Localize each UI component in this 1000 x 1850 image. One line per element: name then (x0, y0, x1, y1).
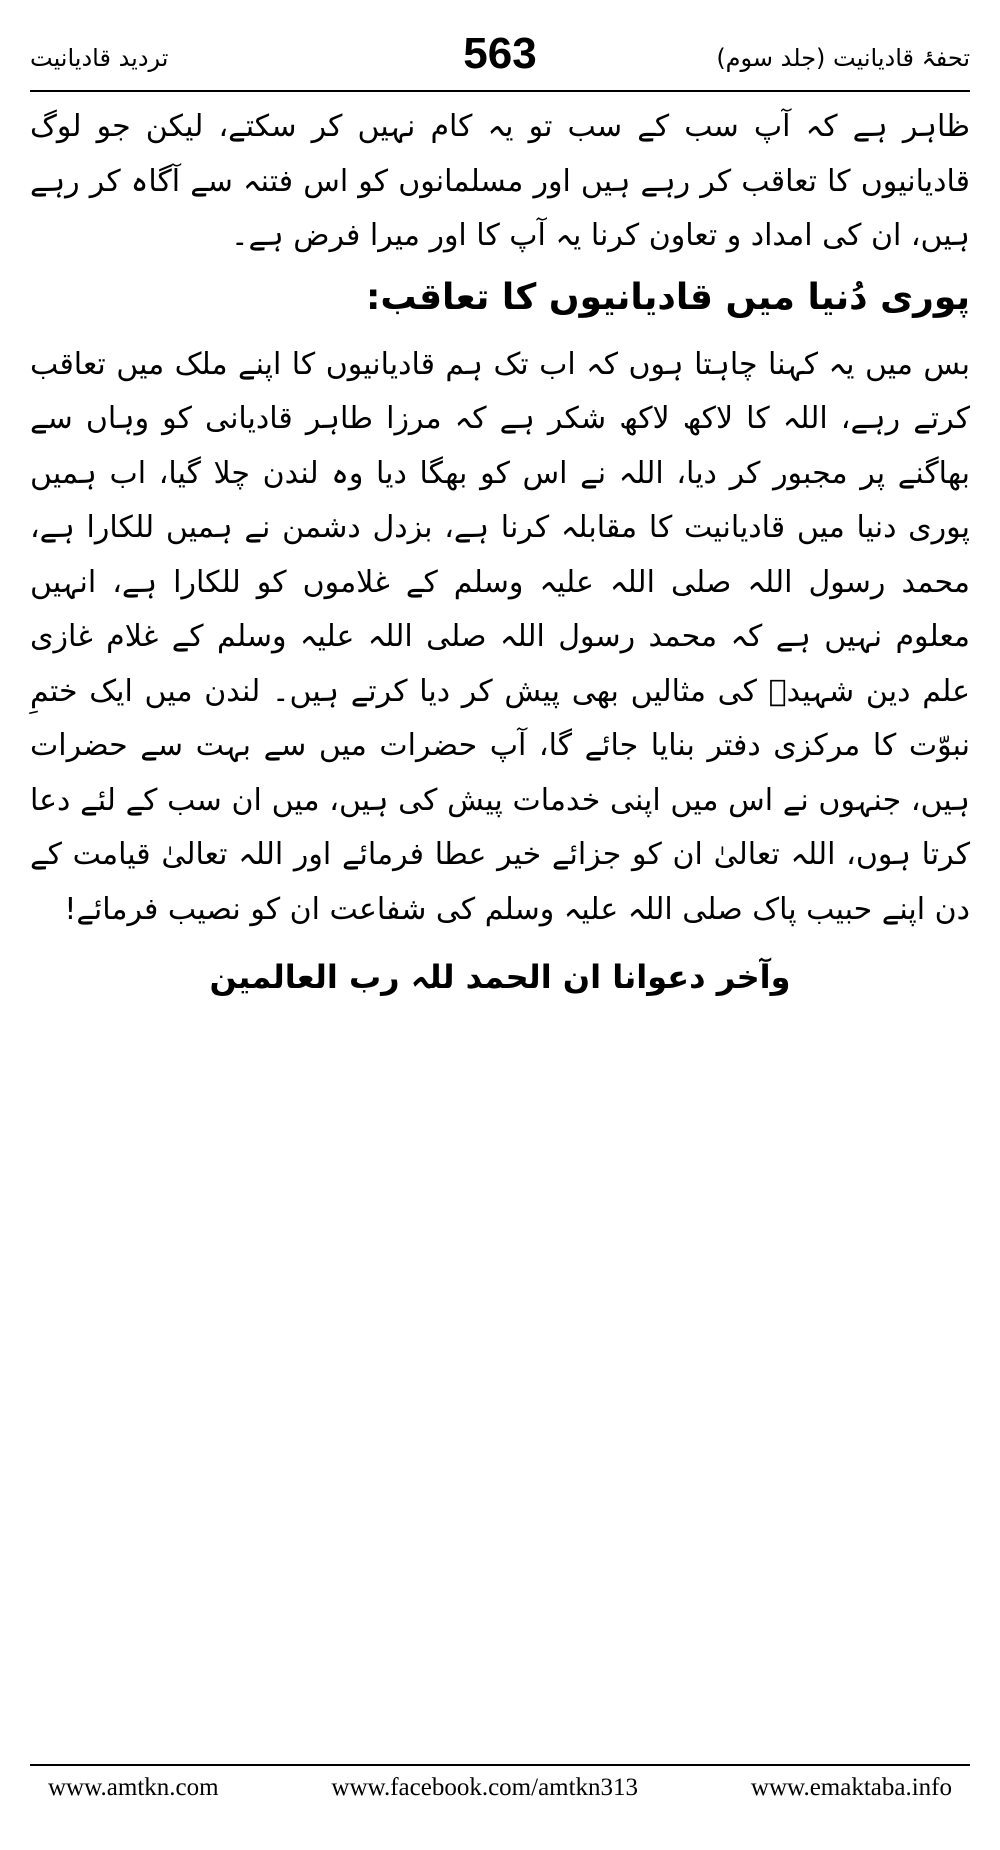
footer-link-emaktaba[interactable]: www.emaktaba.info (750, 1774, 952, 1801)
page-header (30, 28, 970, 84)
running-title-right: تحفۂ قادیانیت (جلد سوم) (716, 44, 970, 72)
footer-link-amtkn[interactable]: www.amtkn.com (48, 1774, 219, 1801)
running-title-left: تردید قادیانیت (30, 44, 169, 72)
footer-rule (30, 1764, 970, 1766)
paragraph-intro: ظاہر ہے کہ آپ سب کے سب تو یہ کام نہیں کر سکتے، لیکن جو لوگ قادیانیوں کا تعاقب کر رہے ہیں اور مسلمانوں کو اس فتنہ سے آگاہ کر رہے ہیں، ان کی امداد و تعاون کرنا یہ آپ کا اور میرا فرض ہے۔ (30, 109, 970, 253)
page-number: 563 (463, 29, 537, 78)
paragraph-main: بس میں یہ کہنا چاہتا ہوں کہ اب تک ہم قادیانیوں کا اپنے ملک میں تعاقب کرتے رہے، اللہ کا لاکھ لاکھ شکر ہے کہ مرزا طاہر قادیانی کو وہاں سے بھاگنے پر مجبور کر دیا، اللہ نے اس کو بھگا دیا وہ لندن چلا گیا، اب ہمیں پوری دنیا میں قادیانیت کا مقابلہ کرنا ہے، بزدل دشمن نے ہمیں للکارا ہے، محمد رسول اللہ صلی اللہ علیہ وسلم کے غلاموں کو للکارا ہے، انہیں معلوم نہیں ہے کہ محمد رسول اللہ صلی اللہ علیہ وسلم کے غلام غازی علم دین شہیدؒ کی مثالیں بھی پیش کر دیا کرتے ہیں۔ لندن میں ایک ختمِ نبوّت کا مرکزی دفتر بنایا جائے گا، آپ حضرات میں سے بہت سے حضرات ہیں، جنہوں نے اس میں اپنی خدمات پیش کی ہیں، میں ان سب کے لئے دعا کرتا ہوں، اللہ تعالیٰ ان کو جزائے خیر عطا فرمائے اور اللہ تعالیٰ قیامت کے دن اپنے حبیب پاک صلی اللہ علیہ وسلم کی شفاعت ان کو نصیب فرمائے! (30, 346, 970, 927)
closing-prayer: وآخر دعوانا ان الحمد للہ رب العالمین (209, 958, 791, 996)
page-footer (48, 1774, 952, 1802)
header-rule (30, 90, 970, 92)
page-body (30, 100, 970, 1005)
section-heading: پوری دُنیا میں قادیانیوں کا تعاقب: (365, 276, 970, 318)
footer-link-facebook[interactable]: www.facebook.com/amtkn313 (331, 1774, 639, 1801)
